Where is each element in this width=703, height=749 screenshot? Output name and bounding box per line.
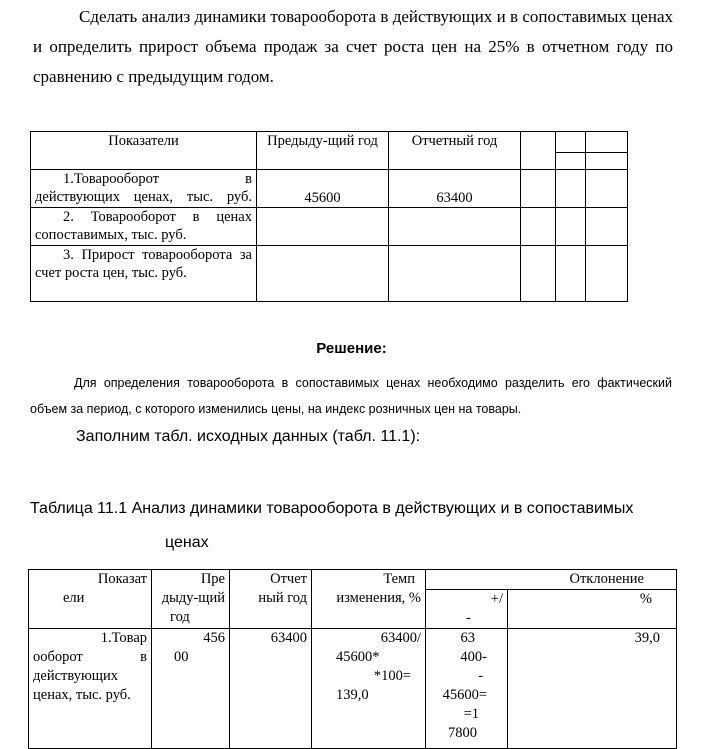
table-caption	[30, 492, 690, 560]
row-label: 2. Товарооборот в ценах сопоставимых, тыс. руб.	[31, 208, 257, 246]
cell-prev	[257, 208, 389, 246]
header-rate: Темп изменения, %	[312, 570, 426, 629]
empty-cell	[521, 246, 556, 302]
cell-prev	[257, 246, 389, 302]
table-row	[31, 170, 628, 208]
cell-prev: 45600	[257, 170, 389, 208]
empty-cell	[586, 170, 628, 208]
header-dev-pct: %	[508, 590, 677, 629]
empty-cell	[521, 208, 556, 246]
solution-heading: Решение:	[316, 340, 387, 357]
empty-cell	[521, 132, 556, 170]
source-table	[30, 131, 628, 302]
row-label: 1.Товарооборот в действующих ценах, тыс. руб.	[31, 170, 257, 208]
row-label: 3. Прирост товарооборота за счет роста цен, тыс. руб.	[31, 246, 257, 302]
table-row	[31, 208, 628, 246]
cell-dev-abs: 63 400- - 45600= =1 7800	[426, 629, 508, 749]
empty-cell	[556, 246, 586, 302]
header-indicators: Показатели	[31, 132, 257, 170]
caption-line-2: ценах	[165, 534, 209, 551]
cell-prev: 456 00	[152, 629, 230, 749]
empty-cell	[556, 208, 586, 246]
cell-dev-pct: 39,0	[508, 629, 677, 749]
empty-cell	[521, 170, 556, 208]
table-header-row	[31, 132, 628, 170]
cell-rate: 63400/ 45600* *100= 139,0	[312, 629, 426, 749]
header-prev-year: Пре дыду-щий год	[152, 570, 230, 629]
empty-cell	[586, 208, 628, 246]
fill-table-text: Заполним табл. исходных данных (табл. 11.1):	[76, 428, 421, 445]
caption-line-1: Таблица 11.1 Анализ динамики товарооборота в действующих и в сопоставимых	[30, 500, 634, 517]
header-dev-abs: +/ -	[426, 590, 508, 629]
empty-cell	[586, 246, 628, 302]
analysis-table	[28, 569, 677, 749]
header-report-year: Отчет ный год	[230, 570, 312, 629]
cell-curr: 63400	[389, 170, 521, 208]
header-indicator: Показат ели	[29, 570, 152, 629]
cell-curr	[389, 246, 521, 302]
header-deviation: Отклонение	[426, 570, 677, 590]
task-paragraph: Сделать анализ динамики товарооборота в действующих и в сопоставимых ценах и определить прирост объема продаж за счет роста цен на 25% в отчетном году по сравнению с предыдущим годом.	[33, 7, 673, 86]
cell-curr: 63400	[230, 629, 312, 749]
row-label: 1.Товар ооборот в действующих ценах, тыс. руб.	[29, 629, 152, 749]
empty-cell	[556, 132, 586, 170]
empty-cell	[586, 132, 628, 170]
table-row	[31, 246, 628, 302]
table-row	[29, 629, 677, 749]
header-prev-year: Предыду-щий год	[257, 132, 389, 170]
header-report-year: Отчетный год	[389, 132, 521, 170]
table-header-row	[29, 570, 677, 590]
empty-cell	[556, 170, 586, 208]
cell-curr	[389, 208, 521, 246]
solution-paragraph: Для определения товарооборота в сопоставимых ценах необходимо разделить его фактический объем за период, с которого изменились цены, на индекс розничных цен на товары.	[30, 376, 672, 416]
